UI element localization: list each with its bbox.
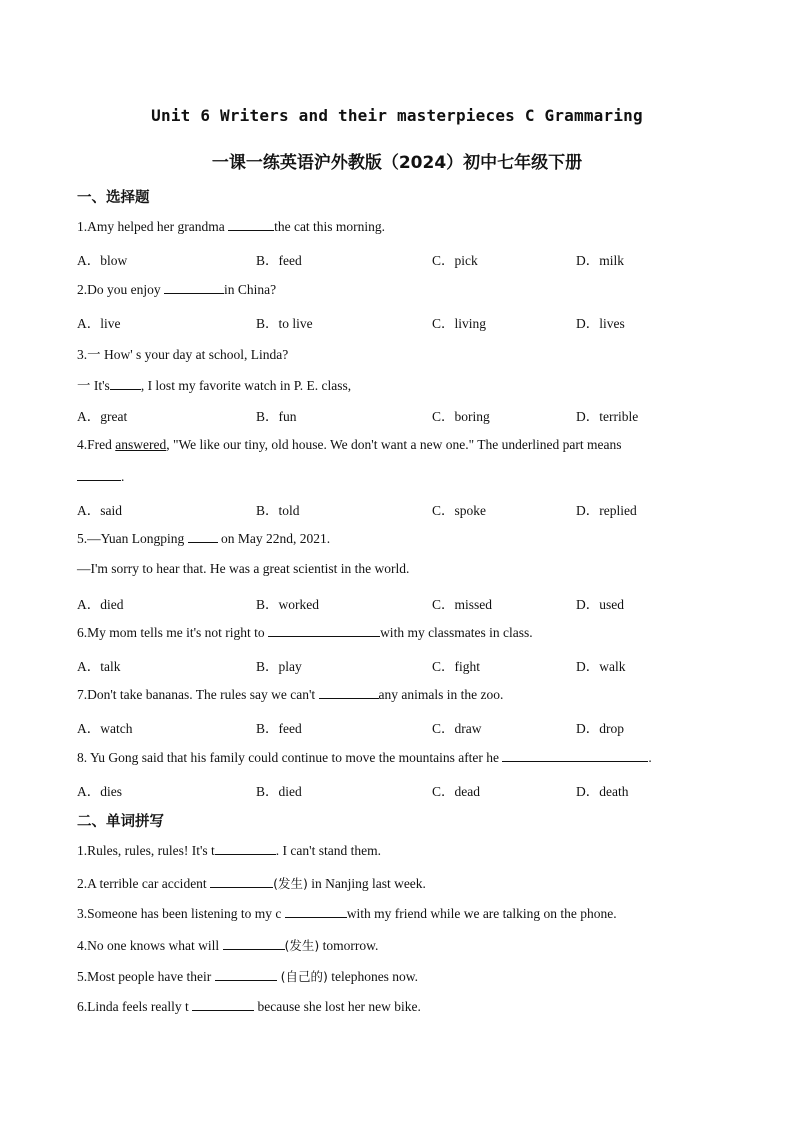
answer-blank <box>228 218 274 231</box>
option-b: B．worked <box>256 597 319 612</box>
question-text: tomorrow. <box>319 938 379 953</box>
answer-blank <box>215 968 277 981</box>
question-text: on May 22nd, 2021. <box>217 531 331 546</box>
answer-blank <box>268 624 380 637</box>
option-a: A．dies <box>77 784 122 799</box>
option-c: C．living <box>432 316 487 331</box>
option-b: B．to live <box>256 316 313 331</box>
question-text: . <box>648 750 652 765</box>
question-5-line-2: —I'm sorry to hear that. He was a great scientist in the world. <box>77 561 410 576</box>
question-4-line-2 <box>77 468 124 485</box>
option-b: B．told <box>256 503 300 518</box>
question-text: . <box>121 469 125 484</box>
option-d: D．milk <box>576 253 625 268</box>
option-a: A．talk <box>77 659 121 674</box>
question-5 <box>77 530 330 547</box>
question-text: 7.Don't take bananas. The rules say we can't <box>77 687 319 702</box>
question-text: 5.—Yuan Longping <box>77 531 188 546</box>
hint-text: (自己的) <box>276 969 328 984</box>
question-text: 1.Rules, rules, rules! It's t <box>77 843 215 858</box>
question-1 <box>77 218 385 235</box>
question-text: . I can't stand them. <box>275 843 381 858</box>
spelling-question-5 <box>77 967 418 985</box>
question-text: 8. Yu Gong said that his family could continue to move the mountains after he <box>77 750 503 765</box>
answer-blank <box>285 905 347 918</box>
option-d: D．used <box>576 597 624 612</box>
question-text: the cat this morning. <box>274 219 386 234</box>
answer-blank <box>110 377 141 390</box>
option-a: A．blow <box>77 253 128 268</box>
spelling-question-4 <box>77 936 378 954</box>
option-a: A．live <box>77 316 121 331</box>
answer-blank <box>210 875 273 888</box>
option-c: C．spoke <box>432 503 486 518</box>
option-b: B．feed <box>256 721 302 736</box>
option-a: A．great <box>77 409 128 424</box>
answer-blank <box>77 468 121 481</box>
question-6 <box>77 624 533 641</box>
question-7 <box>77 686 503 703</box>
option-d: D．terrible <box>576 409 639 424</box>
question-text: with my friend while we are talking on the phone. <box>346 906 617 921</box>
worksheet-title: Unit 6 Writers and their masterpieces C Grammaring <box>151 106 643 125</box>
option-c: C．pick <box>432 253 478 268</box>
question-8 <box>77 749 652 766</box>
answer-blank <box>215 842 276 855</box>
question-text: in Nanjing last week. <box>307 876 426 891</box>
question-text: any animals in the zoo. <box>378 687 504 702</box>
question-4 <box>77 437 622 453</box>
hint-text: (发生) <box>273 876 308 891</box>
question-text: 2.A terrible car accident <box>77 876 211 891</box>
spelling-question-6 <box>77 998 421 1015</box>
option-d: D．replied <box>576 503 637 518</box>
option-b: B．died <box>256 784 302 799</box>
option-a: A．died <box>77 597 124 612</box>
option-b: B．fun <box>256 409 297 424</box>
answer-blank <box>192 998 254 1011</box>
question-text: 1.Amy helped her grandma <box>77 219 229 234</box>
question-3: 3.一 How' s your day at school, Linda? <box>77 347 289 362</box>
option-a: A．watch <box>77 721 133 736</box>
answer-blank <box>223 937 285 950</box>
answer-blank <box>502 749 648 762</box>
answer-blank <box>319 686 379 699</box>
worksheet-subtitle: 一课一练英语沪外教版（2024）初中七年级下册 <box>211 153 583 173</box>
option-d: D．drop <box>576 721 624 736</box>
question-2 <box>77 281 276 298</box>
option-a: A．said <box>77 503 122 518</box>
option-d: D．death <box>576 784 629 799</box>
option-d: D．lives <box>576 316 625 331</box>
section-heading-choice: 一、选择题 <box>77 190 150 206</box>
question-text: 一 It's <box>77 378 110 393</box>
option-c: C．boring <box>432 409 490 424</box>
option-c: C．missed <box>432 597 493 612</box>
spelling-question-3 <box>77 905 617 922</box>
question-text: 4.Fred <box>77 437 116 452</box>
spelling-question-1 <box>77 842 381 859</box>
question-text: , "We like our tiny, old house. We don't want a new one." The underlined part means <box>166 437 622 452</box>
option-b: B．feed <box>256 253 302 268</box>
option-b: B．play <box>256 659 302 674</box>
section-heading-spelling: 二、单词拼写 <box>77 814 164 830</box>
underlined-word: answered <box>115 437 167 452</box>
question-text: 6.My mom tells me it's not right to <box>77 625 269 640</box>
spelling-question-2 <box>77 874 426 892</box>
question-text: 2.Do you enjoy <box>77 282 164 297</box>
answer-blank <box>188 530 218 543</box>
question-text: 4.No one knows what will <box>77 938 223 953</box>
answer-blank <box>164 281 224 294</box>
option-c: C．draw <box>432 721 482 736</box>
question-3-line-2 <box>77 374 351 394</box>
hint-text: (发生) <box>284 938 320 953</box>
question-text: 5.Most people have their <box>77 969 215 984</box>
option-d: D．walk <box>576 659 626 674</box>
question-text: because she lost her new bike. <box>254 999 421 1014</box>
question-text: with my classmates in class. <box>380 625 533 640</box>
question-text: telephones now. <box>327 969 419 984</box>
question-text: in China? <box>224 282 277 297</box>
option-c: C．dead <box>432 784 480 799</box>
question-text: , I lost my favorite watch in P. E. class, <box>140 378 352 393</box>
question-text: 3.Someone has been listening to my c <box>77 906 285 921</box>
question-text: 6.Linda feels really t <box>77 999 193 1014</box>
option-c: C．fight <box>432 659 481 674</box>
